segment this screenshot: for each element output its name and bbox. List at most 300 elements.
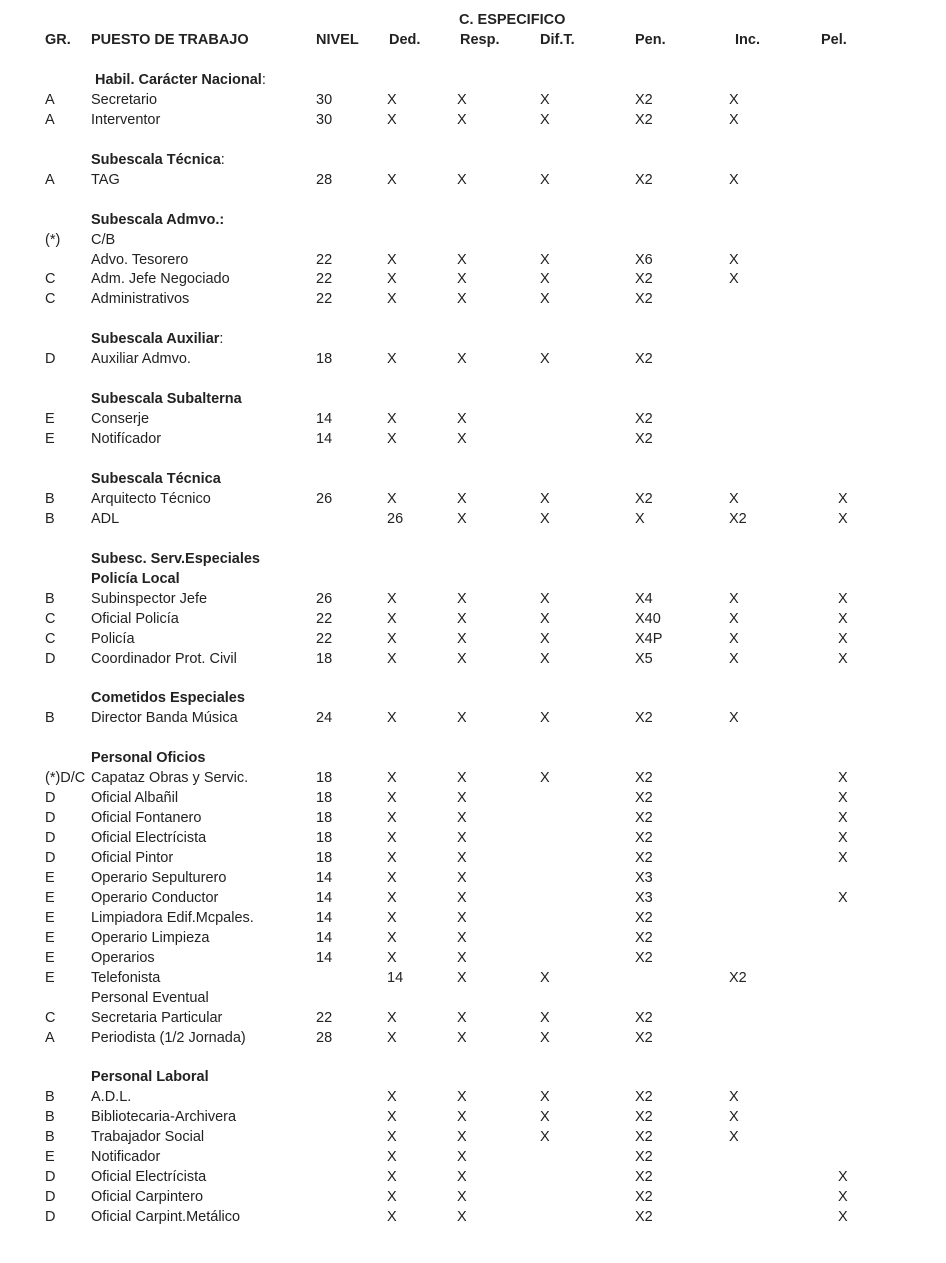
cell-gr: D: [45, 810, 56, 827]
table-row: [0, 429, 946, 449]
cell-pel: X: [838, 650, 848, 667]
cell-resp: X: [457, 1169, 467, 1186]
cell-dif: X: [540, 510, 550, 527]
cell-resp: X: [457, 909, 467, 926]
cell-resp: X: [457, 1189, 467, 1206]
cell-nivel: 22: [316, 271, 333, 288]
table-row: [0, 1008, 946, 1028]
cell-puesto: Bibliotecaria-Archivera: [91, 1109, 237, 1126]
cell-puesto: Notifícador: [91, 431, 162, 448]
cell-pel: X: [838, 790, 848, 807]
section-heading-row: [0, 389, 946, 409]
cell-puesto: A.D.L.: [91, 1089, 132, 1106]
blank-row: [0, 449, 946, 469]
table-row: [0, 409, 946, 429]
section-heading: [91, 469, 221, 489]
blank-row: [0, 369, 946, 389]
cell-puesto: Operario Sepulturero: [91, 869, 227, 886]
cell-resp: X: [457, 650, 467, 667]
cell-dif: X: [540, 351, 550, 368]
cell-pel: X: [838, 630, 848, 647]
cell-dif: X: [540, 1089, 550, 1106]
cell-resp: X: [457, 490, 467, 507]
cell-dif: X: [540, 1129, 550, 1146]
cell-resp: X: [457, 790, 467, 807]
cell-nivel: 18: [316, 351, 333, 368]
section-heading-row: [0, 549, 946, 569]
cell-nivel: 22: [316, 610, 333, 627]
cell-puesto: ADL: [91, 510, 120, 527]
cell-pel: X: [838, 490, 848, 507]
section-heading-label: Subescala Subalterna: [91, 391, 242, 408]
cell-nivel: 18: [316, 790, 333, 807]
cell-puesto: Oficial Policía: [91, 610, 179, 627]
cell-ded: X: [387, 909, 397, 926]
cell-dif: X: [540, 770, 550, 787]
cell-gr: E: [45, 969, 55, 986]
cell-puesto: Conserje: [91, 411, 150, 428]
header-pen: Pen.: [635, 32, 666, 48]
section-heading-label: Subescala Admvo.:: [91, 211, 225, 228]
section-heading-label: Policía Local: [91, 570, 180, 587]
cell-pel: X: [838, 810, 848, 827]
table-row: [0, 1187, 946, 1207]
section-heading-row: [0, 150, 946, 170]
cell-puesto: Periodista (1/2 Jornada): [91, 1029, 246, 1046]
table-row: [0, 230, 946, 250]
cell-nivel: 24: [316, 710, 333, 727]
cell-nivel: 14: [316, 949, 333, 966]
cell-ded: X: [387, 1029, 397, 1046]
cell-pen: X2: [635, 710, 653, 727]
table-row: [0, 649, 946, 669]
cell-puesto: Notificador: [91, 1149, 161, 1166]
cell-resp: X: [457, 830, 467, 846]
table-row: [0, 828, 946, 848]
cell-puesto: Trabajador Social: [91, 1129, 205, 1146]
cell-ded: X: [387, 351, 397, 368]
table-row: [0, 489, 946, 509]
cell-gr: D: [45, 830, 56, 846]
cell-gr: A: [45, 1029, 55, 1046]
cell-pel: X: [838, 889, 848, 906]
cell-ded: X: [387, 251, 397, 268]
cell-pen: X2: [635, 490, 653, 507]
table-row: [0, 848, 946, 868]
column-group-title: C. ESPECIFICO: [459, 12, 566, 28]
section-heading: [91, 329, 223, 349]
section-heading: [91, 748, 205, 768]
table-row: [0, 110, 946, 130]
cell-ded: X: [387, 869, 397, 886]
cell-resp: X: [457, 590, 467, 607]
cell-inc: X: [729, 1129, 739, 1146]
cell-ded: X: [387, 1129, 397, 1146]
cell-resp: X: [457, 510, 467, 527]
cell-gr: D: [45, 1169, 56, 1186]
cell-gr: E: [45, 909, 55, 926]
cell-resp: X: [457, 111, 467, 128]
section-heading-row: [0, 569, 946, 589]
cell-resp: X: [457, 869, 467, 886]
cell-pen: X2: [635, 111, 653, 128]
cell-dif: X: [540, 590, 550, 607]
cell-nivel: 18: [316, 770, 333, 787]
cell-gr: B: [45, 1089, 55, 1106]
table-row: [0, 609, 946, 629]
cell-puesto: Policía: [91, 630, 135, 647]
cell-dif: X: [540, 1029, 550, 1046]
table-row: [0, 1127, 946, 1147]
cell-inc: X: [729, 630, 739, 647]
cell-nivel: 14: [316, 431, 333, 448]
cell-inc: X: [729, 610, 739, 627]
cell-ded: X: [387, 810, 397, 827]
header-puesto: PUESTO DE TRABAJO: [91, 32, 249, 48]
cell-puesto: Coordinador Prot. Civil: [91, 650, 237, 667]
table-row: [0, 988, 946, 1008]
table-row: [0, 349, 946, 369]
section-heading-label: Cometidos Especiales: [91, 690, 245, 707]
cell-gr: E: [45, 949, 55, 966]
cell-resp: X: [457, 91, 467, 108]
cell-ded: X: [387, 91, 397, 108]
cell-resp: X: [457, 1089, 467, 1106]
cell-pel: X: [838, 1189, 848, 1206]
section-heading-suffix: :: [219, 331, 224, 348]
cell-inc: X: [729, 171, 739, 188]
cell-gr: C: [45, 271, 56, 288]
cell-gr: E: [45, 1149, 55, 1166]
table-row: [0, 948, 946, 968]
cell-gr: D: [45, 351, 56, 368]
cell-inc: X: [729, 1089, 739, 1106]
section-heading-row: [0, 210, 946, 230]
cell-ded: X: [387, 271, 397, 288]
cell-gr: D: [45, 850, 56, 866]
cell-inc: X2: [729, 969, 747, 986]
cell-resp: X: [457, 351, 467, 368]
cell-inc: X: [729, 251, 739, 268]
cell-ded: X: [387, 171, 397, 188]
cell-dif: X: [540, 630, 550, 647]
cell-pen: X2: [635, 1009, 653, 1026]
cell-pen: X2: [635, 431, 653, 448]
cell-ded: X: [387, 850, 397, 866]
cell-puesto: Administrativos: [91, 291, 190, 308]
section-heading: [91, 389, 242, 409]
cell-pen: X2: [635, 949, 653, 966]
cell-resp: X: [457, 929, 467, 946]
cell-ded: X: [387, 590, 397, 607]
cell-nivel: 14: [316, 889, 333, 906]
cell-resp: X: [457, 850, 467, 866]
cell-pen: X40: [635, 610, 661, 627]
cell-resp: X: [457, 271, 467, 288]
cell-pen: X3: [635, 889, 653, 906]
cell-resp: X: [457, 810, 467, 827]
section-heading: [91, 549, 260, 569]
cell-ded: X: [387, 291, 397, 308]
cell-inc: X: [729, 650, 739, 667]
cell-resp: X: [457, 610, 467, 627]
cell-puesto: Capataz Obras y Servic.: [91, 770, 249, 787]
cell-ded: 26: [387, 510, 404, 527]
table-row: [0, 1028, 946, 1048]
cell-inc: X2: [729, 510, 747, 527]
cell-resp: X: [457, 1029, 467, 1046]
section-heading: [91, 688, 245, 708]
cell-pen: X2: [635, 1149, 653, 1166]
cell-pen: X2: [635, 171, 653, 188]
cell-gr: E: [45, 869, 55, 886]
cell-pen: X5: [635, 650, 653, 667]
cell-ded: X: [387, 490, 397, 507]
cell-pen: X3: [635, 869, 653, 886]
cell-ded: X: [387, 1209, 397, 1226]
cell-resp: X: [457, 431, 467, 448]
cell-resp: X: [457, 171, 467, 188]
cell-puesto: Operario Conductor: [91, 889, 219, 906]
cell-pen: X2: [635, 411, 653, 428]
table-row: [0, 808, 946, 828]
cell-nivel: 18: [316, 830, 333, 846]
table-row: [0, 1107, 946, 1127]
section-heading-label: Subescala Auxiliar: [91, 331, 220, 348]
cell-nivel: 18: [316, 850, 333, 866]
cell-puesto: C/B: [91, 231, 116, 248]
cell-dif: X: [540, 251, 550, 268]
cell-inc: X: [729, 590, 739, 607]
cell-pel: X: [838, 610, 848, 627]
cell-puesto: Oficial Carpintero: [91, 1189, 204, 1206]
cell-ded: X: [387, 790, 397, 807]
cell-gr: C: [45, 630, 56, 647]
cell-gr: (*): [45, 231, 61, 248]
section-heading: [95, 70, 266, 90]
section-heading-label: Personal Laboral: [91, 1069, 209, 1086]
blank-row: [0, 130, 946, 150]
cell-ded: X: [387, 889, 397, 906]
section-heading-label: Subescala Técnica: [91, 151, 221, 168]
cell-pen: X2: [635, 1209, 653, 1226]
cell-pen: X2: [635, 830, 653, 846]
cell-gr: B: [45, 510, 55, 527]
blank-row: [0, 50, 946, 70]
cell-resp: X: [457, 969, 467, 986]
section-heading-label: Subescala Técnica: [91, 470, 221, 487]
table-row: [0, 868, 946, 888]
section-heading: [91, 150, 225, 170]
header-gr: GR.: [45, 32, 71, 48]
cell-ded: X: [387, 1189, 397, 1206]
cell-pen: X6: [635, 251, 653, 268]
cell-nivel: 18: [316, 650, 333, 667]
cell-puesto: Limpiadora Edif.Mcpales.: [91, 909, 254, 926]
table-row: [0, 768, 946, 788]
blank-row: [0, 190, 946, 210]
cell-dif: X: [540, 490, 550, 507]
column-group-row: [0, 10, 946, 30]
cell-puesto: Secretario: [91, 91, 158, 108]
cell-gr: A: [45, 91, 55, 108]
cell-inc: X: [729, 490, 739, 507]
column-header-row: [0, 30, 946, 50]
table-row: [0, 170, 946, 190]
cell-gr: A: [45, 171, 55, 188]
cell-puesto: Subinspector Jefe: [91, 590, 208, 607]
table-row: [0, 788, 946, 808]
cell-gr: A: [45, 111, 55, 128]
cell-pen: X2: [635, 810, 653, 827]
cell-gr: E: [45, 411, 55, 428]
cell-dif: X: [540, 1109, 550, 1126]
cell-resp: X: [457, 1209, 467, 1226]
section-heading-row: [0, 469, 946, 489]
section-heading-suffix: :: [261, 72, 266, 88]
cell-ded: X: [387, 431, 397, 448]
cell-resp: X: [457, 889, 467, 906]
table-row: [0, 908, 946, 928]
section-heading: [91, 569, 180, 589]
cell-ded: X: [387, 610, 397, 627]
cell-nivel: 22: [316, 251, 333, 268]
cell-resp: X: [457, 770, 467, 787]
cell-nivel: 14: [316, 909, 333, 926]
section-heading-label: Subesc. Serv.Especiales: [91, 550, 261, 567]
cell-pel: X: [838, 510, 848, 527]
cell-dif: X: [540, 1009, 550, 1026]
cell-pen: X2: [635, 291, 653, 308]
cell-pen: X2: [635, 1029, 653, 1046]
cell-ded: X: [387, 1109, 397, 1126]
cell-puesto: Auxiliar Admvo.: [91, 351, 191, 368]
cell-gr: B: [45, 1109, 55, 1126]
cell-dif: X: [540, 171, 550, 188]
cell-pel: X: [838, 850, 848, 866]
cell-gr: C: [45, 291, 56, 308]
cell-nivel: 22: [316, 1009, 333, 1026]
header-inc: Inc.: [735, 32, 760, 48]
cell-pen: X4P: [635, 630, 663, 647]
cell-puesto: Secretaria Particular: [91, 1009, 223, 1026]
section-heading-row: [0, 1067, 946, 1087]
cell-nivel: 26: [316, 490, 333, 507]
cell-nivel: 28: [316, 171, 333, 188]
cell-pen: X2: [635, 770, 653, 787]
cell-resp: X: [457, 251, 467, 268]
cell-puesto: Oficial Electrícista: [91, 830, 207, 846]
cell-ded: X: [387, 411, 397, 428]
blank-row: [0, 309, 946, 329]
cell-gr: B: [45, 590, 55, 607]
cell-resp: X: [457, 630, 467, 647]
table-row: [0, 509, 946, 529]
cell-resp: X: [457, 1009, 467, 1026]
cell-pen: X2: [635, 271, 653, 288]
cell-puesto: Personal Eventual: [91, 989, 209, 1006]
table-row: [0, 968, 946, 988]
cell-puesto: Oficial Electrícista: [91, 1169, 207, 1186]
table-row: [0, 1207, 946, 1227]
cell-gr: D: [45, 1209, 56, 1226]
cell-dif: X: [540, 91, 550, 108]
cell-dif: X: [540, 710, 550, 727]
cell-dif: X: [540, 650, 550, 667]
cell-pel: X: [838, 830, 848, 846]
cell-nivel: 28: [316, 1029, 333, 1046]
table-row: [0, 289, 946, 309]
table-row: [0, 1147, 946, 1167]
cell-puesto: Oficial Fontanero: [91, 810, 202, 827]
section-heading: [91, 1067, 209, 1087]
cell-pen: X2: [635, 1109, 653, 1126]
cell-puesto: Operarios: [91, 949, 155, 966]
section-heading-row: [0, 329, 946, 349]
cell-ded: X: [387, 1149, 397, 1166]
cell-puesto: Telefonista: [91, 969, 161, 986]
header-pel: Pel.: [821, 32, 847, 48]
cell-puesto: Operario Limpieza: [91, 929, 210, 946]
table-row: [0, 629, 946, 649]
table-row: [0, 269, 946, 289]
cell-gr: D: [45, 650, 56, 667]
cell-pen: X2: [635, 850, 653, 866]
cell-puesto: Oficial Carpint.Metálico: [91, 1209, 241, 1226]
cell-gr: D: [45, 790, 56, 807]
cell-puesto: Adm. Jefe Negociado: [91, 271, 230, 288]
cell-resp: X: [457, 1149, 467, 1166]
cell-ded: X: [387, 1169, 397, 1186]
cell-nivel: 22: [316, 630, 333, 647]
blank-row: [0, 1048, 946, 1068]
cell-gr: D: [45, 1189, 56, 1206]
cell-gr: E: [45, 431, 55, 448]
blank-row: [0, 668, 946, 688]
section-heading-row: [0, 70, 946, 90]
cell-ded: X: [387, 929, 397, 946]
section-heading-row: [0, 748, 946, 768]
cell-puesto: Interventor: [91, 111, 161, 128]
section-heading: [91, 210, 224, 230]
cell-dif: X: [540, 610, 550, 627]
cell-puesto: TAG: [91, 171, 120, 188]
cell-pen: X2: [635, 91, 653, 108]
table-row: [0, 90, 946, 110]
cell-puesto: Oficial Albañil: [91, 790, 179, 807]
cell-pel: X: [838, 770, 848, 787]
cell-pen: X2: [635, 790, 653, 807]
cell-pen: X2: [635, 351, 653, 368]
blank-row: [0, 529, 946, 549]
section-heading-suffix: :: [220, 151, 225, 168]
cell-pen: X: [635, 510, 645, 527]
cell-ded: X: [387, 630, 397, 647]
cell-ded: X: [387, 1089, 397, 1106]
cell-pen: X2: [635, 1169, 653, 1186]
header-ded: Ded.: [389, 32, 421, 48]
table-row: [0, 589, 946, 609]
cell-ded: X: [387, 710, 397, 727]
cell-nivel: 22: [316, 291, 333, 308]
cell-pen: X2: [635, 1089, 653, 1106]
cell-gr: (*)D/C: [45, 770, 86, 787]
cell-pen: X2: [635, 909, 653, 926]
cell-nivel: 14: [316, 929, 333, 946]
cell-resp: X: [457, 411, 467, 428]
cell-gr: C: [45, 610, 56, 627]
cell-gr: E: [45, 929, 55, 946]
